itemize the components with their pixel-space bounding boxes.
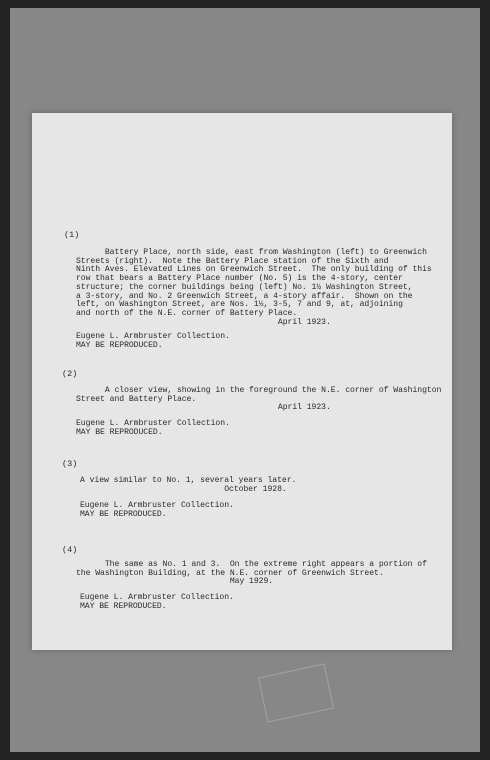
entry-line: and north of the N.E. corner of Battery Place. — [76, 308, 298, 318]
typed-caption-sheet — [32, 113, 452, 650]
entry-number: (1) — [64, 230, 80, 240]
reproduction-note: MAY BE REPRODUCED. — [80, 601, 167, 611]
entry-number: (4) — [62, 545, 78, 555]
entry-line: A closer view, showing in the foreground the N.E. corner of Washington — [76, 386, 442, 395]
collection-credit: Eugene L. Armbruster Collection. — [80, 593, 234, 602]
entry-line: a 3-story, and No. 2 Greenwich Street, a 4-story affair. Shown on the — [76, 291, 413, 301]
collection-credit: Eugene L. Armbruster Collection. — [80, 501, 234, 510]
entry-line: left, on Washington Street, are Nos. 1½, 3-5, 7 and 9, at, adjoining — [76, 300, 403, 310]
entry-line: row that bears a Battery Place number (No. 5) is the 4-story, center — [76, 274, 403, 284]
entry-line: Ninth Aves. Elevated Lines on Greenwich Street. The only building of this — [76, 265, 432, 275]
collection-credit: Eugene L. Armbruster Collection. — [76, 419, 230, 428]
entry-line: The same as No. 1 and 3. On the extreme right appears a portion of — [76, 560, 427, 569]
entry-line: structure; the corner buildings being (left) No. 1½ Washington Street, — [76, 282, 413, 292]
reproduction-note: MAY BE REPRODUCED. — [76, 427, 163, 437]
entry-date: April 1923. — [76, 403, 331, 413]
entry-line: the Washington Building, at the N.E. corner of Greenwich Street. — [76, 568, 384, 578]
entry-line: A view similar to No. 1, several years later. — [80, 476, 297, 485]
entry-line: Street and Battery Place. — [76, 394, 197, 404]
entry-line: Streets (right). Note the Battery Place station of the Sixth and — [76, 256, 389, 266]
collection-credit: Eugene L. Armbruster Collection. — [76, 332, 230, 341]
entry-line: Battery Place, north side, east from Washington (left) to Greenwich — [76, 248, 427, 257]
entry-number: (3) — [62, 459, 78, 469]
entry-date: May 1929. — [76, 577, 274, 587]
reproduction-note: MAY BE REPRODUCED. — [76, 340, 163, 350]
entry-number: (2) — [62, 369, 78, 379]
entry-date: April 1923. — [76, 317, 331, 327]
reproduction-note: MAY BE REPRODUCED. — [80, 509, 167, 519]
entry-date: October 1928. — [80, 484, 287, 494]
